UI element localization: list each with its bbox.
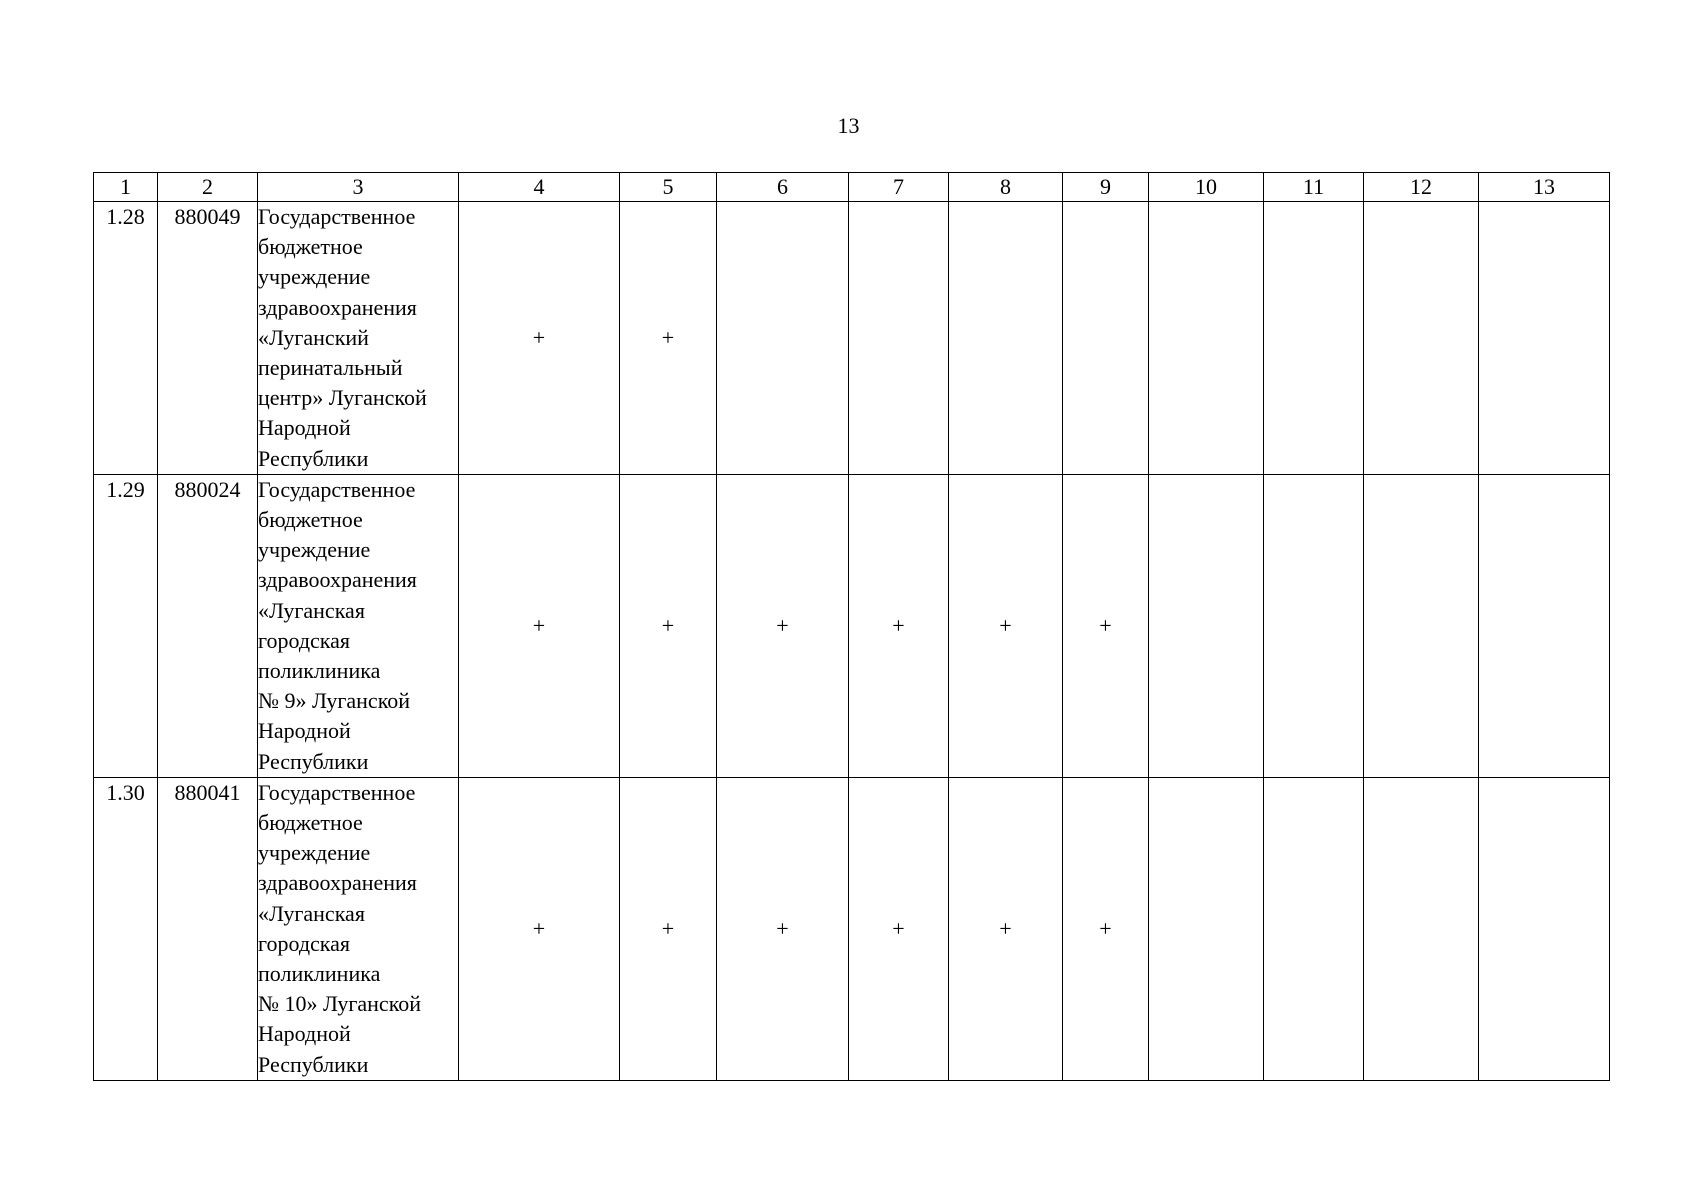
mark-cell: + [1063, 777, 1149, 1080]
mark-cell: + [620, 202, 717, 475]
mark-cell: + [849, 474, 949, 777]
column-header: 2 [158, 173, 258, 202]
mark-cell [1364, 777, 1479, 1080]
column-header: 3 [258, 173, 459, 202]
institution-code: 880024 [158, 474, 258, 777]
row-number: 1.30 [94, 777, 158, 1080]
mark-cell [1264, 474, 1364, 777]
mark-cell [949, 202, 1063, 475]
mark-cell [1364, 202, 1479, 475]
mark-cell: + [949, 474, 1063, 777]
mark-cell [1149, 474, 1264, 777]
mark-cell [1479, 777, 1610, 1080]
table-row [94, 202, 1610, 475]
column-header: 13 [1479, 173, 1610, 202]
header-row [94, 173, 1610, 202]
column-header: 6 [717, 173, 849, 202]
column-header: 10 [1149, 173, 1264, 202]
mark-cell [1264, 202, 1364, 475]
institution-code: 880041 [158, 777, 258, 1080]
column-header: 4 [459, 173, 620, 202]
table-row [94, 474, 1610, 777]
row-number: 1.28 [94, 202, 158, 475]
page-number: 13 [837, 113, 860, 138]
mark-cell: + [459, 777, 620, 1080]
table-row [94, 777, 1610, 1080]
mark-cell [849, 202, 949, 475]
data-table [93, 172, 1610, 1081]
mark-cell: + [717, 777, 849, 1080]
mark-cell [1479, 202, 1610, 475]
mark-cell: + [459, 474, 620, 777]
column-header: 8 [949, 173, 1063, 202]
column-header: 12 [1364, 173, 1479, 202]
mark-cell: + [620, 474, 717, 777]
mark-cell [1364, 474, 1479, 777]
mark-cell [717, 202, 849, 475]
mark-cell: + [949, 777, 1063, 1080]
mark-cell [1149, 777, 1264, 1080]
institution-name: Государственное бюджетное учреждение здравоохранения «Луганская городская поликлиника № 10» Луганской Народной Республики [258, 777, 459, 1080]
column-header: 7 [849, 173, 949, 202]
column-header: 11 [1264, 173, 1364, 202]
institution-name: Государственное бюджетное учреждение здравоохранения «Луганская городская поликлиника № 9» Луганской Народной Республики [258, 474, 459, 777]
mark-cell [1264, 777, 1364, 1080]
column-header: 9 [1063, 173, 1149, 202]
institution-name: Государственное бюджетное учреждение здравоохранения «Луганский перинатальный центр» Луганской Народной Республики [258, 202, 459, 475]
mark-cell: + [717, 474, 849, 777]
row-number: 1.29 [94, 474, 158, 777]
mark-cell: + [1063, 474, 1149, 777]
column-header: 1 [94, 173, 158, 202]
mark-cell: + [459, 202, 620, 475]
mark-cell: + [849, 777, 949, 1080]
mark-cell [1063, 202, 1149, 475]
mark-cell [1479, 474, 1610, 777]
institution-code: 880049 [158, 202, 258, 475]
mark-cell: + [620, 777, 717, 1080]
column-header: 5 [620, 173, 717, 202]
mark-cell [1149, 202, 1264, 475]
